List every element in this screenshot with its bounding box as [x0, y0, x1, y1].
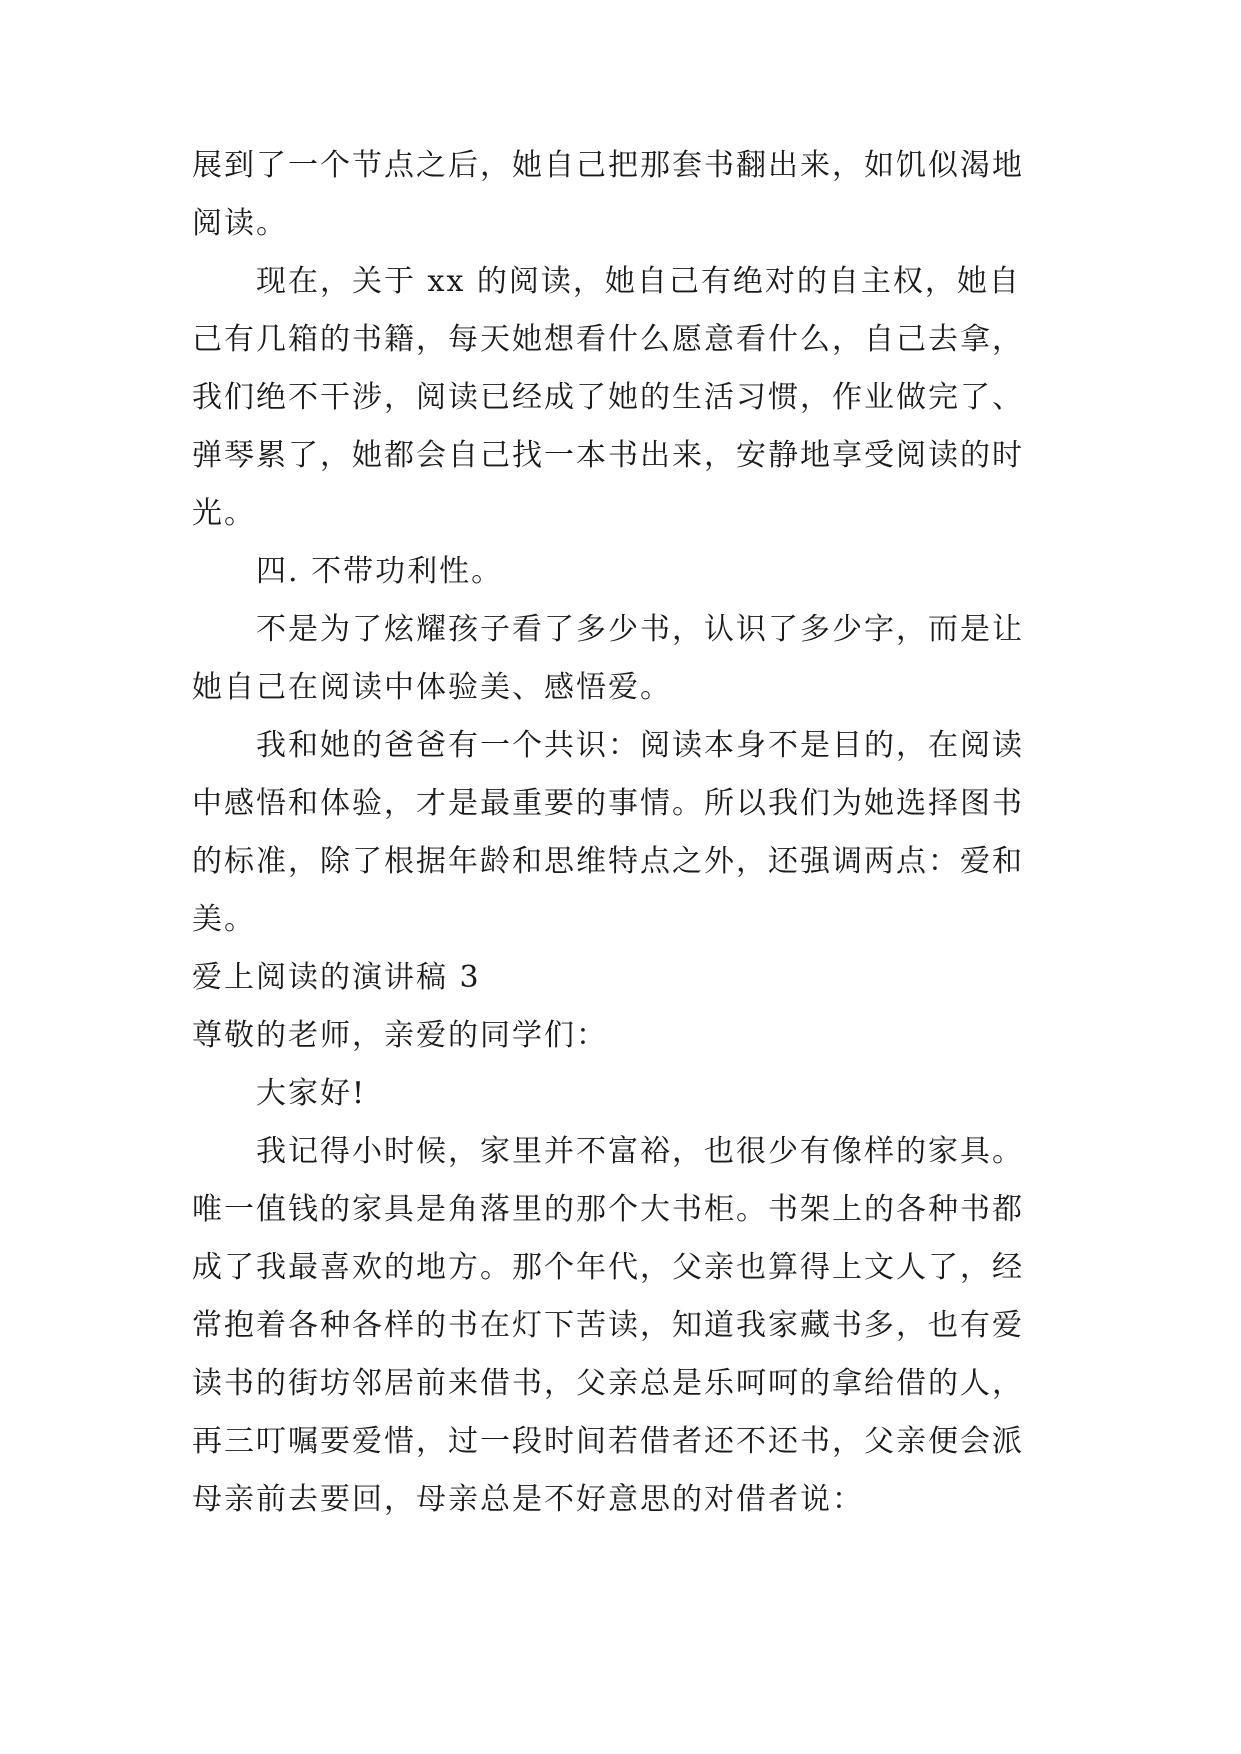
text-line: 我们绝不干涉，阅读已经成了她的生活习惯，作业做完了、: [192, 380, 1024, 415]
text-line: 常抱着各种各样的书在灯下苦读，知道我家藏书多，也有爱: [192, 1308, 1024, 1343]
text-line: 她自己在阅读中体验美、感悟爱。: [192, 670, 672, 705]
text-line: 中感悟和体验，才是最重要的事情。所以我们为她选择图书: [192, 786, 1024, 821]
salutation: 尊敬的老师，亲爱的同学们：: [192, 1018, 608, 1053]
document-title: 爱上阅读的演讲稿 3: [192, 960, 481, 995]
text-line: 展到了一个节点之后，她自己把那套书翻出来，如饥似渴地: [192, 148, 1024, 183]
text-line: 现在，关于 xx 的阅读，她自己有绝对的自主权，她自: [256, 264, 1021, 299]
text-line: 读书的街坊邻居前来借书，父亲总是乐呵呵的拿给借的人，: [192, 1366, 1024, 1401]
text-line: 我记得小时候，家里并不富裕，也很少有像样的家具。: [256, 1134, 1024, 1169]
text-line: 唯一值钱的家具是角落里的那个大书柜。书架上的各种书都: [192, 1192, 1024, 1227]
text-line: 母亲前去要回，母亲总是不好意思的对借者说：: [192, 1482, 864, 1517]
greeting: 大家好!: [256, 1076, 367, 1111]
text-line: 不是为了炫耀孩子看了多少书，认识了多少字，而是让: [256, 612, 1024, 647]
text-line: 光。: [192, 496, 256, 531]
text-line: 美。: [192, 902, 256, 937]
text-line: 成了我最喜欢的地方。那个年代，父亲也算得上文人了，经: [192, 1250, 1024, 1285]
text-line: 己有几箱的书籍，每天她想看什么愿意看什么，自己去拿，: [192, 322, 1024, 357]
text-line: 我和她的爸爸有一个共识：阅读本身不是目的，在阅读: [256, 728, 1024, 763]
section-heading: 四. 不带功利性。: [256, 554, 504, 589]
text-line: 阅读。: [192, 206, 288, 241]
text-line: 弹琴累了，她都会自己找一本书出来，安静地享受阅读的时: [192, 438, 1024, 473]
text-line: 再三叮嘱要爱惜，过一段时间若借者还不还书，父亲便会派: [192, 1424, 1024, 1459]
text-line: 的标准，除了根据年龄和思维特点之外，还强调两点：爱和: [192, 844, 1024, 879]
